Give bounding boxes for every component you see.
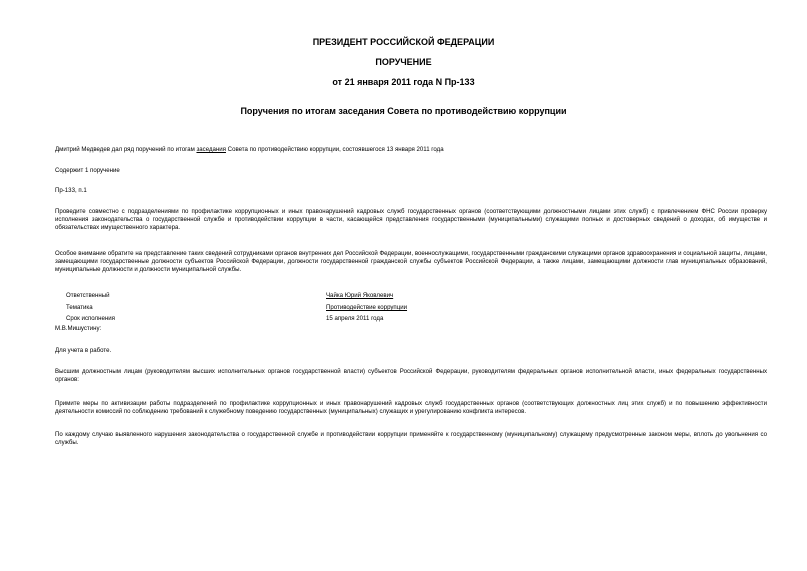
for-info-note: Для учета в работе. bbox=[55, 347, 112, 354]
paragraph-officials: Высшим должностным лицам (руководителям высших исполнительных органов государственной власти) субъектов Российской Федерации, руководителям федеральных органов исполнительной власти, иных федеральных государственных органов: bbox=[55, 368, 767, 383]
paragraph-measures: Примите меры по активизации работы подразделений по профилактике коррупционных и иных правонарушений кадровых служб государственных органов (соответствующих должностных лиц этих служб) и по повышению эффективности деятельности комиссий по соблюдению требований к служебному поведению государственных (муниципальных) служащих и урегулированию конфликта интересов. bbox=[55, 400, 767, 415]
addressee: М.В.Мишустину: bbox=[55, 325, 102, 332]
date-number: от 21 января 2011 года N Пр-133 bbox=[332, 77, 475, 87]
deadline-value: 15 апреля 2011 года bbox=[326, 315, 384, 322]
authority-heading: ПРЕЗИДЕНТ РОССИЙСКОЙ ФЕДЕРАЦИИ bbox=[312, 37, 495, 47]
responsible-value-link[interactable]: Чайка Юрий Яковлевич bbox=[326, 292, 394, 299]
document-type: ПОРУЧЕНИЕ bbox=[375, 57, 432, 67]
intro-text-after: Совета по противодействию коррупции, состоявшегося 13 января 2011 года bbox=[225, 146, 444, 153]
paragraph-each-case: По каждому случаю выявленного нарушения законодательства о государственной службе и противодействии коррупции применяйте к государственному (муниципальному) служащему предусмотренные законом меры, вплоть до увольнения со службы. bbox=[55, 431, 767, 446]
contains-count: Содержит 1 поручение bbox=[55, 167, 120, 174]
intro-text-before: Дмитрий Медведев дал ряд поручений по итогам bbox=[55, 146, 197, 153]
topic-value-link[interactable]: Противодействие коррупции bbox=[326, 304, 408, 311]
intro-paragraph bbox=[55, 146, 444, 154]
paragraph-attention: Особое внимание обратите на представление таких сведений сотрудниками органов внутренних дел Российской Федерации, военнослужащими, государственными гражданскими служащими органов здравоохранения и социальной защиты, лицами, замещающими государственные должности субъектов Российской Федерации, должности государственной гражданской службы субъектов Российской Федерации, а также лицами, замещающими должности глав муниципальных образований, муниципальные должности и должности муниципальной службы. bbox=[55, 250, 767, 273]
document-title: Поручения по итогам заседания Совета по противодействию коррупции bbox=[240, 106, 567, 116]
paragraph-check: Проведите совместно с подразделениями по профилактике коррупционных и иных правонарушений кадровых служб государственных органов (соответствующими должностными лицами этих служб) с привлечением ФНС России проверку исполнения законодательства о государственной службе и противодействии коррупции в части, касающейся представления государственными (муниципальными) служащими полных и достоверных сведений о доходах, об имуществе и обязательствах имущественного характера. bbox=[55, 208, 767, 231]
responsible-label: Ответственный bbox=[66, 292, 110, 299]
topic-label: Тематика bbox=[66, 304, 93, 311]
deadline-label: Срок исполнения bbox=[66, 315, 115, 322]
item-reference: Пр-133, п.1 bbox=[55, 187, 87, 194]
meeting-link[interactable]: заседания bbox=[196, 146, 226, 153]
